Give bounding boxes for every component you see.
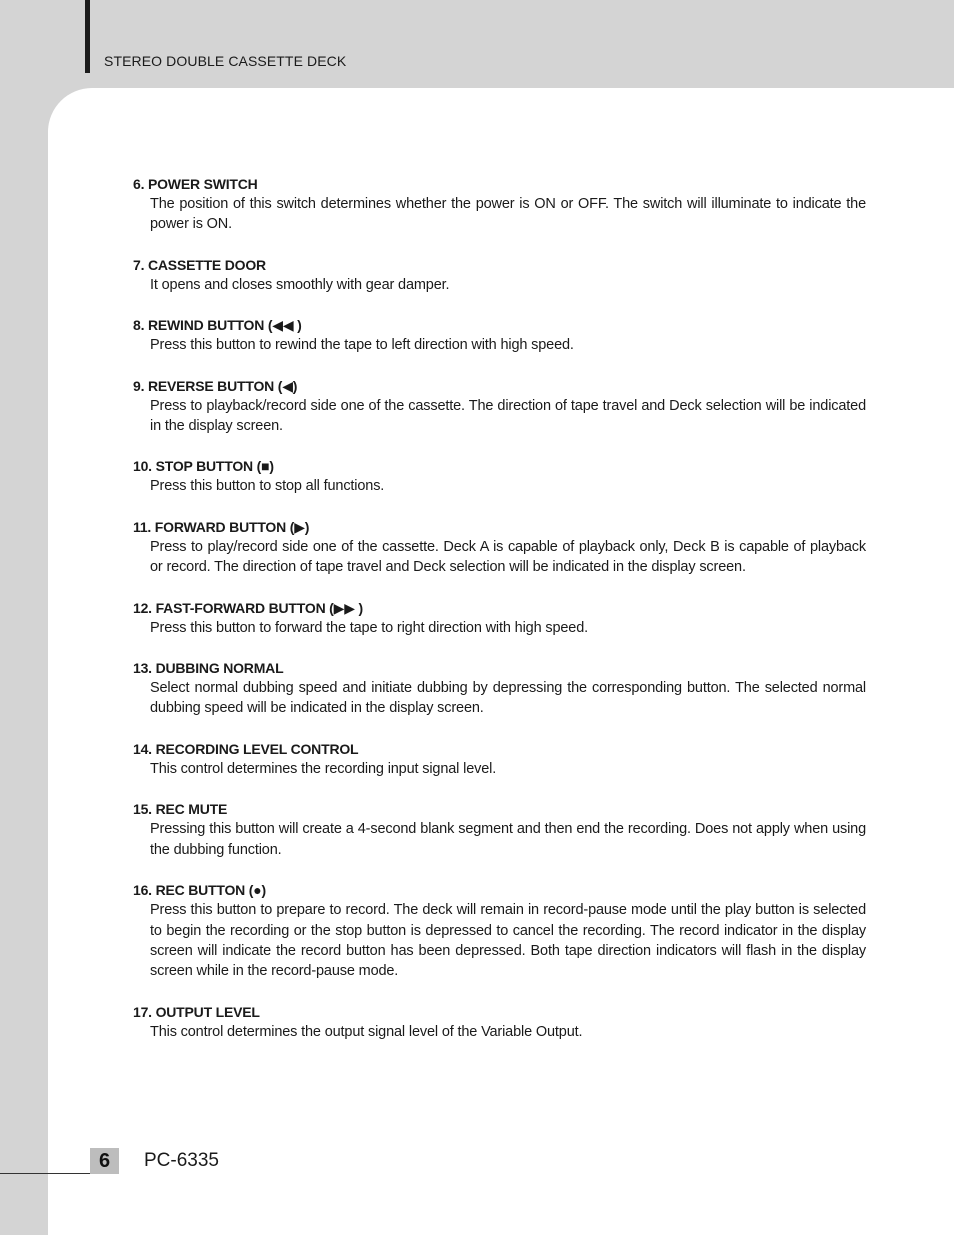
list-item (133, 880, 866, 982)
list-item (133, 174, 866, 235)
list-item (133, 517, 866, 578)
item-heading: 16. REC BUTTON (●) (133, 882, 266, 899)
button-symbol-icon: ◀ (282, 377, 293, 394)
item-heading (133, 1002, 866, 1022)
item-description: The position of this switch determines whether the power is ON or OFF. The switch will illuminate to indicate the power is ON. (150, 196, 866, 233)
item-number: 13. (133, 660, 152, 677)
list-item (133, 376, 866, 437)
item-label: CASSETTE DOOR (147, 256, 266, 273)
item-heading: 12. FAST-FORWARD BUTTON (▶▶ ) (133, 599, 363, 616)
page-number: 6 (90, 1148, 119, 1174)
item-label: RECORDING LEVEL CONTROL (155, 740, 359, 757)
item-label: POWER SWITCH (147, 176, 258, 192)
item-label: DUBBING NORMAL (155, 660, 284, 677)
item-description: Press to play/record side one of the cassette. Deck A is capable of playback only, Deck B is capable of playback or record. The direction of tape travel and Deck selection will be indicated in the display screen. (150, 538, 866, 576)
item-description: Press this button to prepare to record. The deck will remain in record-pause mode until the play button is selected to begin the recording or the stop button is depressed to cancel the recording. The record indicator in the display screen will indicate the record button has been depressed. Both tape direction indicators will flash in the display screen while in the record-pause mode. (150, 902, 866, 980)
header-accent-bar (85, 0, 90, 73)
item-heading: 10. STOP BUTTON (■) (133, 458, 274, 475)
item-description: Pressing this button will create a 4-second blank segment and then end the recording. Does not apply when using the dubbing function. (150, 821, 866, 858)
item-label: FAST-FORWARD BUTTON (155, 599, 326, 616)
list-item (133, 456, 866, 496)
list-item (133, 739, 866, 779)
item-heading: 11. FORWARD BUTTON (▶) (133, 518, 310, 535)
item-label: FORWARD BUTTON (154, 518, 287, 535)
item-description: Press this button to forward the tape to right direction with high speed. (150, 619, 588, 636)
item-heading (133, 739, 866, 759)
item-number: 10. (133, 458, 152, 475)
item-heading: 8. REWIND BUTTON (◀◀ ) (133, 317, 302, 334)
item-number: 6. (133, 176, 145, 192)
item-heading (133, 174, 866, 194)
item-number: 11. (133, 518, 152, 535)
list-item (133, 315, 866, 355)
button-symbol-icon: ● (253, 882, 262, 899)
item-heading (133, 255, 866, 275)
item-number: 9. (133, 377, 145, 394)
item-number: 12. (133, 599, 152, 616)
button-symbol-icon: ◀◀ (272, 317, 294, 334)
item-description: It opens and closes smoothly with gear damper. (150, 276, 450, 293)
model-label: PC-6335 (144, 1150, 219, 1171)
item-number: 7. (133, 256, 145, 273)
button-symbol-icon: ▶ (294, 518, 305, 535)
item-heading (133, 799, 866, 819)
item-number: 17. (133, 1003, 152, 1020)
list-item (133, 598, 866, 638)
item-number: 16. (133, 882, 152, 899)
item-description: Press this button to rewind the tape to left direction with high speed. (150, 337, 574, 354)
item-number: 15. (133, 801, 152, 818)
item-heading (133, 658, 866, 678)
list-item (133, 799, 866, 860)
button-symbol-icon: ■ (261, 458, 270, 475)
item-label: REWIND BUTTON (147, 317, 265, 334)
item-description: Press to playback/record side one of the cassette. The direction of tape travel and Deck selection will be indicated in the display screen. (150, 397, 866, 435)
item-description: This control determines the recording input signal level. (150, 760, 497, 777)
item-label: REVERSE BUTTON (147, 377, 275, 394)
item-label: OUTPUT LEVEL (155, 1003, 260, 1020)
item-heading: 9. REVERSE BUTTON (◀) (133, 377, 298, 394)
item-description: This control determines the output signal level of the Variable Output. (150, 1023, 583, 1040)
list-item (133, 1002, 866, 1042)
footer-rule (0, 1173, 90, 1174)
list-item (133, 255, 866, 295)
item-list (133, 174, 866, 1062)
item-label: REC BUTTON (155, 882, 246, 899)
header-title: STEREO DOUBLE CASSETTE DECK (104, 53, 347, 69)
item-number: 14. (133, 740, 152, 757)
item-label: STOP BUTTON (155, 458, 253, 475)
button-symbol-icon: ▶▶ (333, 599, 355, 616)
item-description: Select normal dubbing speed and initiate dubbing by depressing the corresponding button. The selected normal dubbing speed will be indicated in the display screen. (150, 680, 866, 717)
list-item (133, 658, 866, 719)
item-label: REC MUTE (155, 801, 228, 818)
item-description: Press this button to stop all functions. (150, 478, 385, 495)
item-number: 8. (133, 317, 145, 334)
